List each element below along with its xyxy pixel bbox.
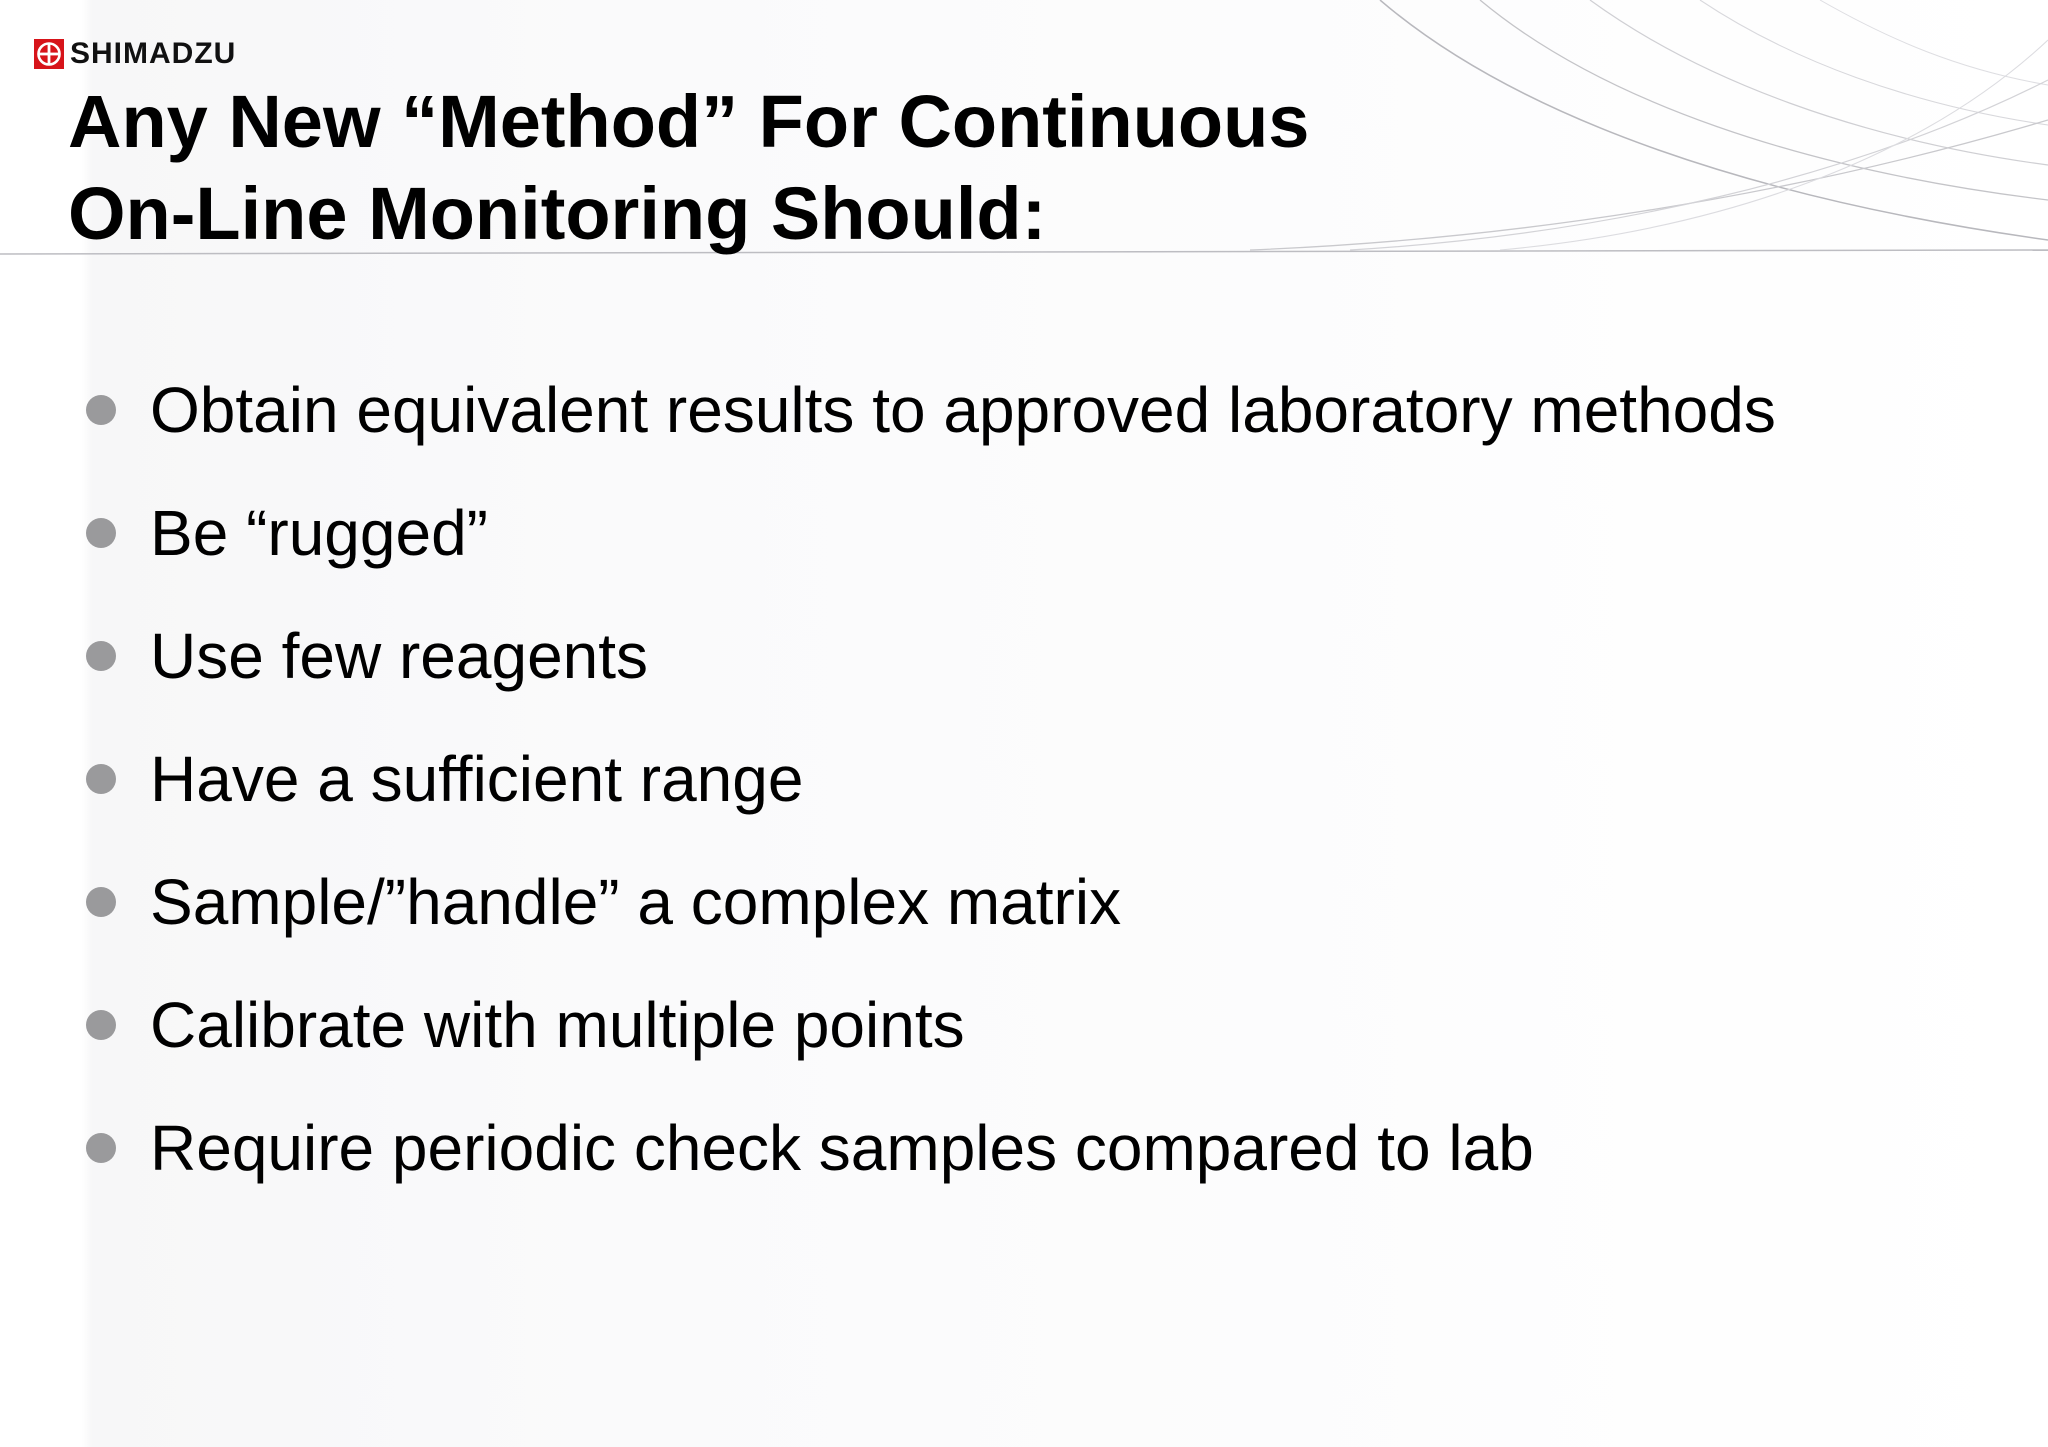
bullet-item: [86, 594, 1776, 717]
bullet-list: [86, 348, 1776, 1209]
bullet-item: [86, 348, 1776, 471]
bullet-text: Be “rugged”: [150, 496, 488, 569]
shimadzu-cross-circle-icon: [34, 39, 64, 69]
bullet-dot-icon: [86, 518, 116, 548]
bullet-dot-icon: [86, 1010, 116, 1040]
bullet-text: Require periodic check samples compared to lab: [150, 1111, 1534, 1184]
bullet-text: Use few reagents: [150, 619, 649, 692]
bullet-dot-icon: [86, 764, 116, 794]
bullet-item: [86, 963, 1776, 1086]
bullet-dot-icon: [86, 395, 116, 425]
bullet-dot-icon: [86, 1133, 116, 1163]
bullet-text: Obtain equivalent results to approved laboratory methods: [150, 373, 1776, 446]
bullet-text: Calibrate with multiple points: [150, 988, 965, 1061]
bullet-dot-icon: [86, 641, 116, 671]
company-logo: [34, 38, 236, 70]
bullet-text: Have a sufficient range: [150, 742, 804, 815]
bullet-item: [86, 717, 1776, 840]
bullet-text: Sample/”handle” a complex matrix: [150, 865, 1122, 938]
bullet-item: [86, 840, 1776, 963]
bullet-item: [86, 471, 1776, 594]
slide-title: [68, 76, 1309, 260]
bullet-dot-icon: [86, 887, 116, 917]
title-line-1: Any New “Method” For Continuous: [68, 80, 1310, 163]
bullet-item: [86, 1086, 1776, 1209]
logo-text: SHIMADZU: [70, 37, 237, 70]
title-line-2: On-Line Monitoring Should:: [68, 172, 1047, 255]
